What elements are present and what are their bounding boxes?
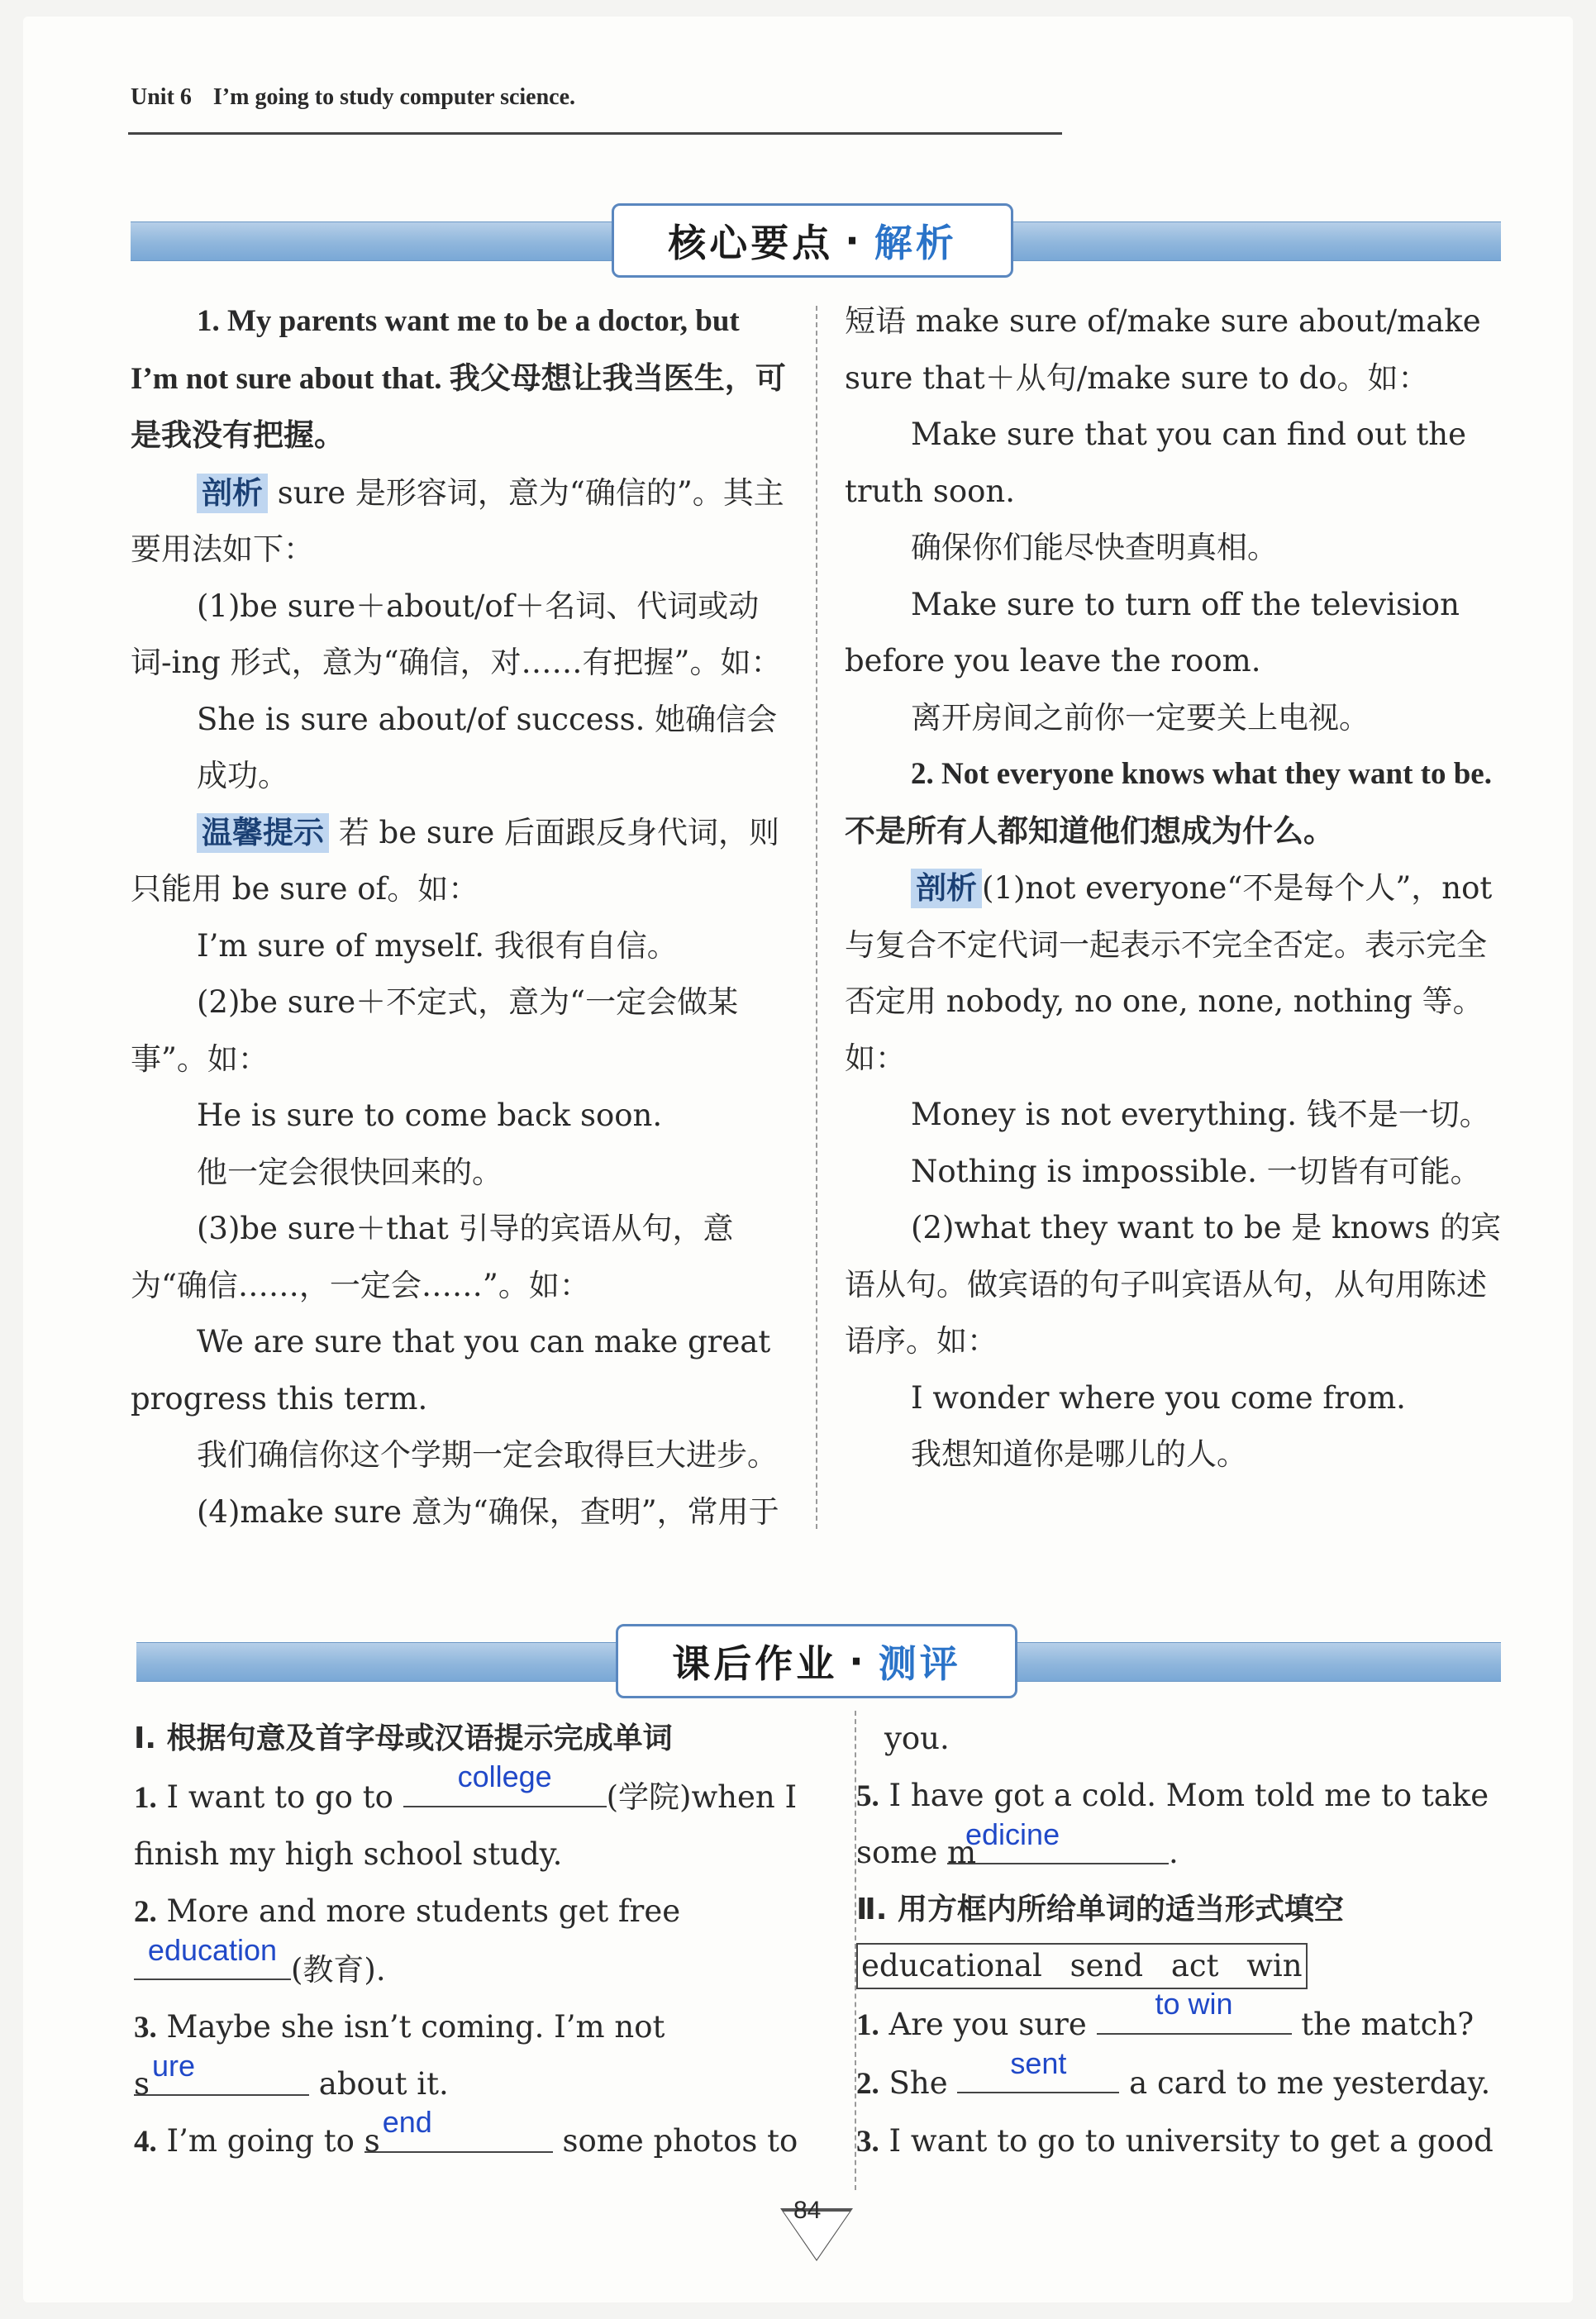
key-point-1-english: 1. My parents want me to be a doctor, but I’m not sure about that.	[131, 304, 740, 396]
answer-blank[interactable]	[134, 2048, 309, 2102]
question-text-end: (学院)when I finish my high school study.	[134, 1779, 798, 1872]
example-9-zh: 我想知道你是哪儿的人。	[911, 1436, 1247, 1472]
fill-question-1	[856, 1987, 1509, 2055]
answer-text: college	[457, 1759, 552, 1793]
fill-question-2	[856, 2045, 1509, 2113]
usage-4-cont: 短语 make sure of/make sure about/make sure that＋从句/make sure to do。如：	[845, 303, 1481, 396]
running-header	[131, 84, 575, 111]
header-rule	[128, 132, 1062, 135]
answer-text: to win	[1155, 1987, 1233, 2021]
key-point-2	[845, 746, 1502, 860]
answer-blank[interactable]	[134, 1932, 291, 1980]
question-text: I have got a cold. Mom told me to take some	[856, 1777, 1489, 1870]
question-text-end: about it.	[318, 2066, 449, 2102]
key-point-2-english: 2. Not everyone knows what they want to be.	[911, 757, 1492, 791]
tip	[131, 805, 788, 918]
answer-blank[interactable]	[364, 2105, 553, 2159]
question-text-end: (教育).	[291, 1952, 386, 1988]
question-number: 3.	[134, 2010, 157, 2045]
analysis-2	[845, 860, 1502, 1087]
exercise-right-column	[856, 1711, 1509, 2170]
usage-3: (3)be sure＋that 引导的宾语从句，意为“确信……，一定会……”。如：	[131, 1211, 734, 1303]
usage-4: (4)make sure 意为“确保，查明”，常用于	[197, 1493, 779, 1530]
example-6-en: Make sure to turn off the television before you leave the room.	[845, 586, 1460, 679]
answer-text: ure	[152, 2048, 196, 2083]
example-3-zh: 他一定会很快回来的。	[197, 1154, 503, 1190]
answer-blank[interactable]	[1097, 1987, 1292, 2035]
question-text-end: a card to me yesterday.	[1119, 2065, 1491, 2101]
exercise-section-2-title: Ⅱ. 用方框内所给单词的适当形式填空	[856, 1892, 1344, 1926]
initial-letter-hint: m	[947, 1835, 977, 1870]
section-title-accent-2: 测评	[878, 1641, 961, 1686]
section-title-main: 核心要点	[668, 221, 834, 265]
question-text-end: some photos to	[552, 2122, 798, 2159]
question-4	[134, 2105, 803, 2171]
answer-blank[interactable]	[947, 1817, 1169, 1870]
question-text: I want to go to	[156, 1779, 403, 1815]
question-5	[856, 1768, 1509, 1882]
tip-text: 若 be sure 后面跟反身代词，则只能用 be sure of。如：	[131, 814, 780, 907]
question-4-cont: you.	[884, 1721, 950, 1756]
question-text: I want to go to university to get a good	[879, 2122, 1494, 2159]
analysis-1	[131, 465, 788, 579]
key-point-2-chinese: 不是所有人都知道他们想成为什么。	[845, 812, 1334, 849]
question-number: 4.	[134, 2124, 157, 2159]
usage-1: (1)be sure＋about/of＋名词、代词或动词-ing 形式，意为“确信，对……有把握”。如：	[131, 588, 782, 680]
key-point-1-chinese: 我父母想让我当医生，可是我没有把握。	[131, 360, 786, 453]
usage-2: (2)be sure＋不定式，意为“一定会做某事”。如：	[131, 984, 739, 1077]
example-5-en: Make sure that you can find out the truth soon.	[845, 417, 1466, 509]
answer-text: education	[147, 1932, 278, 1967]
usage-5: (2)what they want to be 是 knows 的宾语从句。做宾语的句子叫宾语从句，从句用陈述语序。如：	[845, 1210, 1502, 1359]
question-text: More and more students get free	[156, 1893, 681, 1929]
example-5-zh: 确保你们能尽快查明真相。	[911, 530, 1278, 565]
section-title-dot: ·	[845, 218, 863, 263]
example-2: I’m sure of myself. 我很有自信。	[197, 927, 678, 964]
section-title-dot-2: ·	[849, 1639, 867, 1683]
example-1: She is sure about/of success. 她确信会成功。	[197, 701, 778, 793]
word-box: educational send act win	[856, 1943, 1308, 1989]
question-number: 1.	[856, 2007, 879, 2042]
page-number: 84	[793, 2197, 822, 2224]
question-number: 3.	[856, 2124, 879, 2159]
initial-letter-hint: s	[364, 2122, 380, 2159]
analysis-2-text: (1)not everyone“不是每个人”，not 与复合不定代词一起表示不完全否定。表示完全否定用 nobody, no one, none, nothing 等。如：	[845, 870, 1493, 1076]
question-text: Are you sure	[879, 2006, 1097, 2042]
key-point-1	[131, 293, 788, 465]
answer-text: sent	[1010, 2045, 1067, 2080]
question-text: I’m going to	[156, 2122, 364, 2159]
question-number: 5.	[856, 1779, 879, 1813]
example-3-en: He is sure to come back soon.	[197, 1098, 663, 1133]
tip-tag: 温馨提示	[197, 813, 329, 853]
question-number: 2.	[856, 2067, 879, 2101]
question-text: She	[879, 2065, 958, 2101]
question-2	[134, 1883, 803, 1999]
exercise-section-1-title: Ⅰ. 根据句意及首字母或汉语提示完成单词	[134, 1721, 673, 1755]
unit-title: I’m going to study computer science.	[212, 84, 576, 110]
question-text-end: .	[1169, 1835, 1179, 1870]
question-text-end: the match?	[1291, 2006, 1475, 2042]
question-text: Maybe she isn’t coming. I’m not	[156, 2008, 665, 2045]
example-9-en: I wonder where you come from.	[911, 1379, 1406, 1416]
answer-text: edicine	[965, 1817, 1060, 1851]
question-1	[134, 1759, 803, 1883]
column-divider	[816, 306, 817, 1529]
question-number: 2.	[134, 1894, 157, 1929]
right-column	[845, 293, 1502, 1483]
section-title-accent: 解析	[874, 221, 957, 265]
section-title-tab	[612, 203, 1013, 278]
answer-text: end	[382, 2105, 432, 2139]
section-title-tab-2	[616, 1624, 1017, 1698]
left-column	[131, 293, 788, 1540]
section-banner-key-points	[131, 218, 1501, 265]
section-banner-homework	[136, 1639, 1501, 1686]
exercise-left-column	[134, 1711, 803, 2170]
example-6-zh: 离开房间之前你一定要关上电视。	[911, 699, 1370, 736]
answer-blank[interactable]	[403, 1759, 607, 1807]
analysis-tag: 剖析	[197, 474, 268, 513]
example-4-en: We are sure that you can make great progress this term.	[131, 1324, 771, 1417]
fill-question-3	[856, 2113, 1509, 2171]
example-7: Money is not everything. 钱不是一切。	[911, 1097, 1490, 1132]
example-8: Nothing is impossible. 一切皆有可能。	[911, 1153, 1481, 1189]
answer-blank[interactable]	[957, 2045, 1119, 2093]
unit-label: Unit 6	[131, 84, 192, 110]
example-4-zh: 我们确信你这个学期一定会取得巨大进步。	[197, 1437, 778, 1473]
analysis-1-text: sure 是形容词，意为“确信的”。其主要用法如下：	[131, 474, 784, 567]
section-title-main-2: 课后作业	[672, 1641, 838, 1686]
analysis-tag-2: 剖析	[911, 869, 982, 908]
question-number: 1.	[134, 1780, 157, 1815]
initial-letter-hint: s	[134, 2066, 150, 2102]
